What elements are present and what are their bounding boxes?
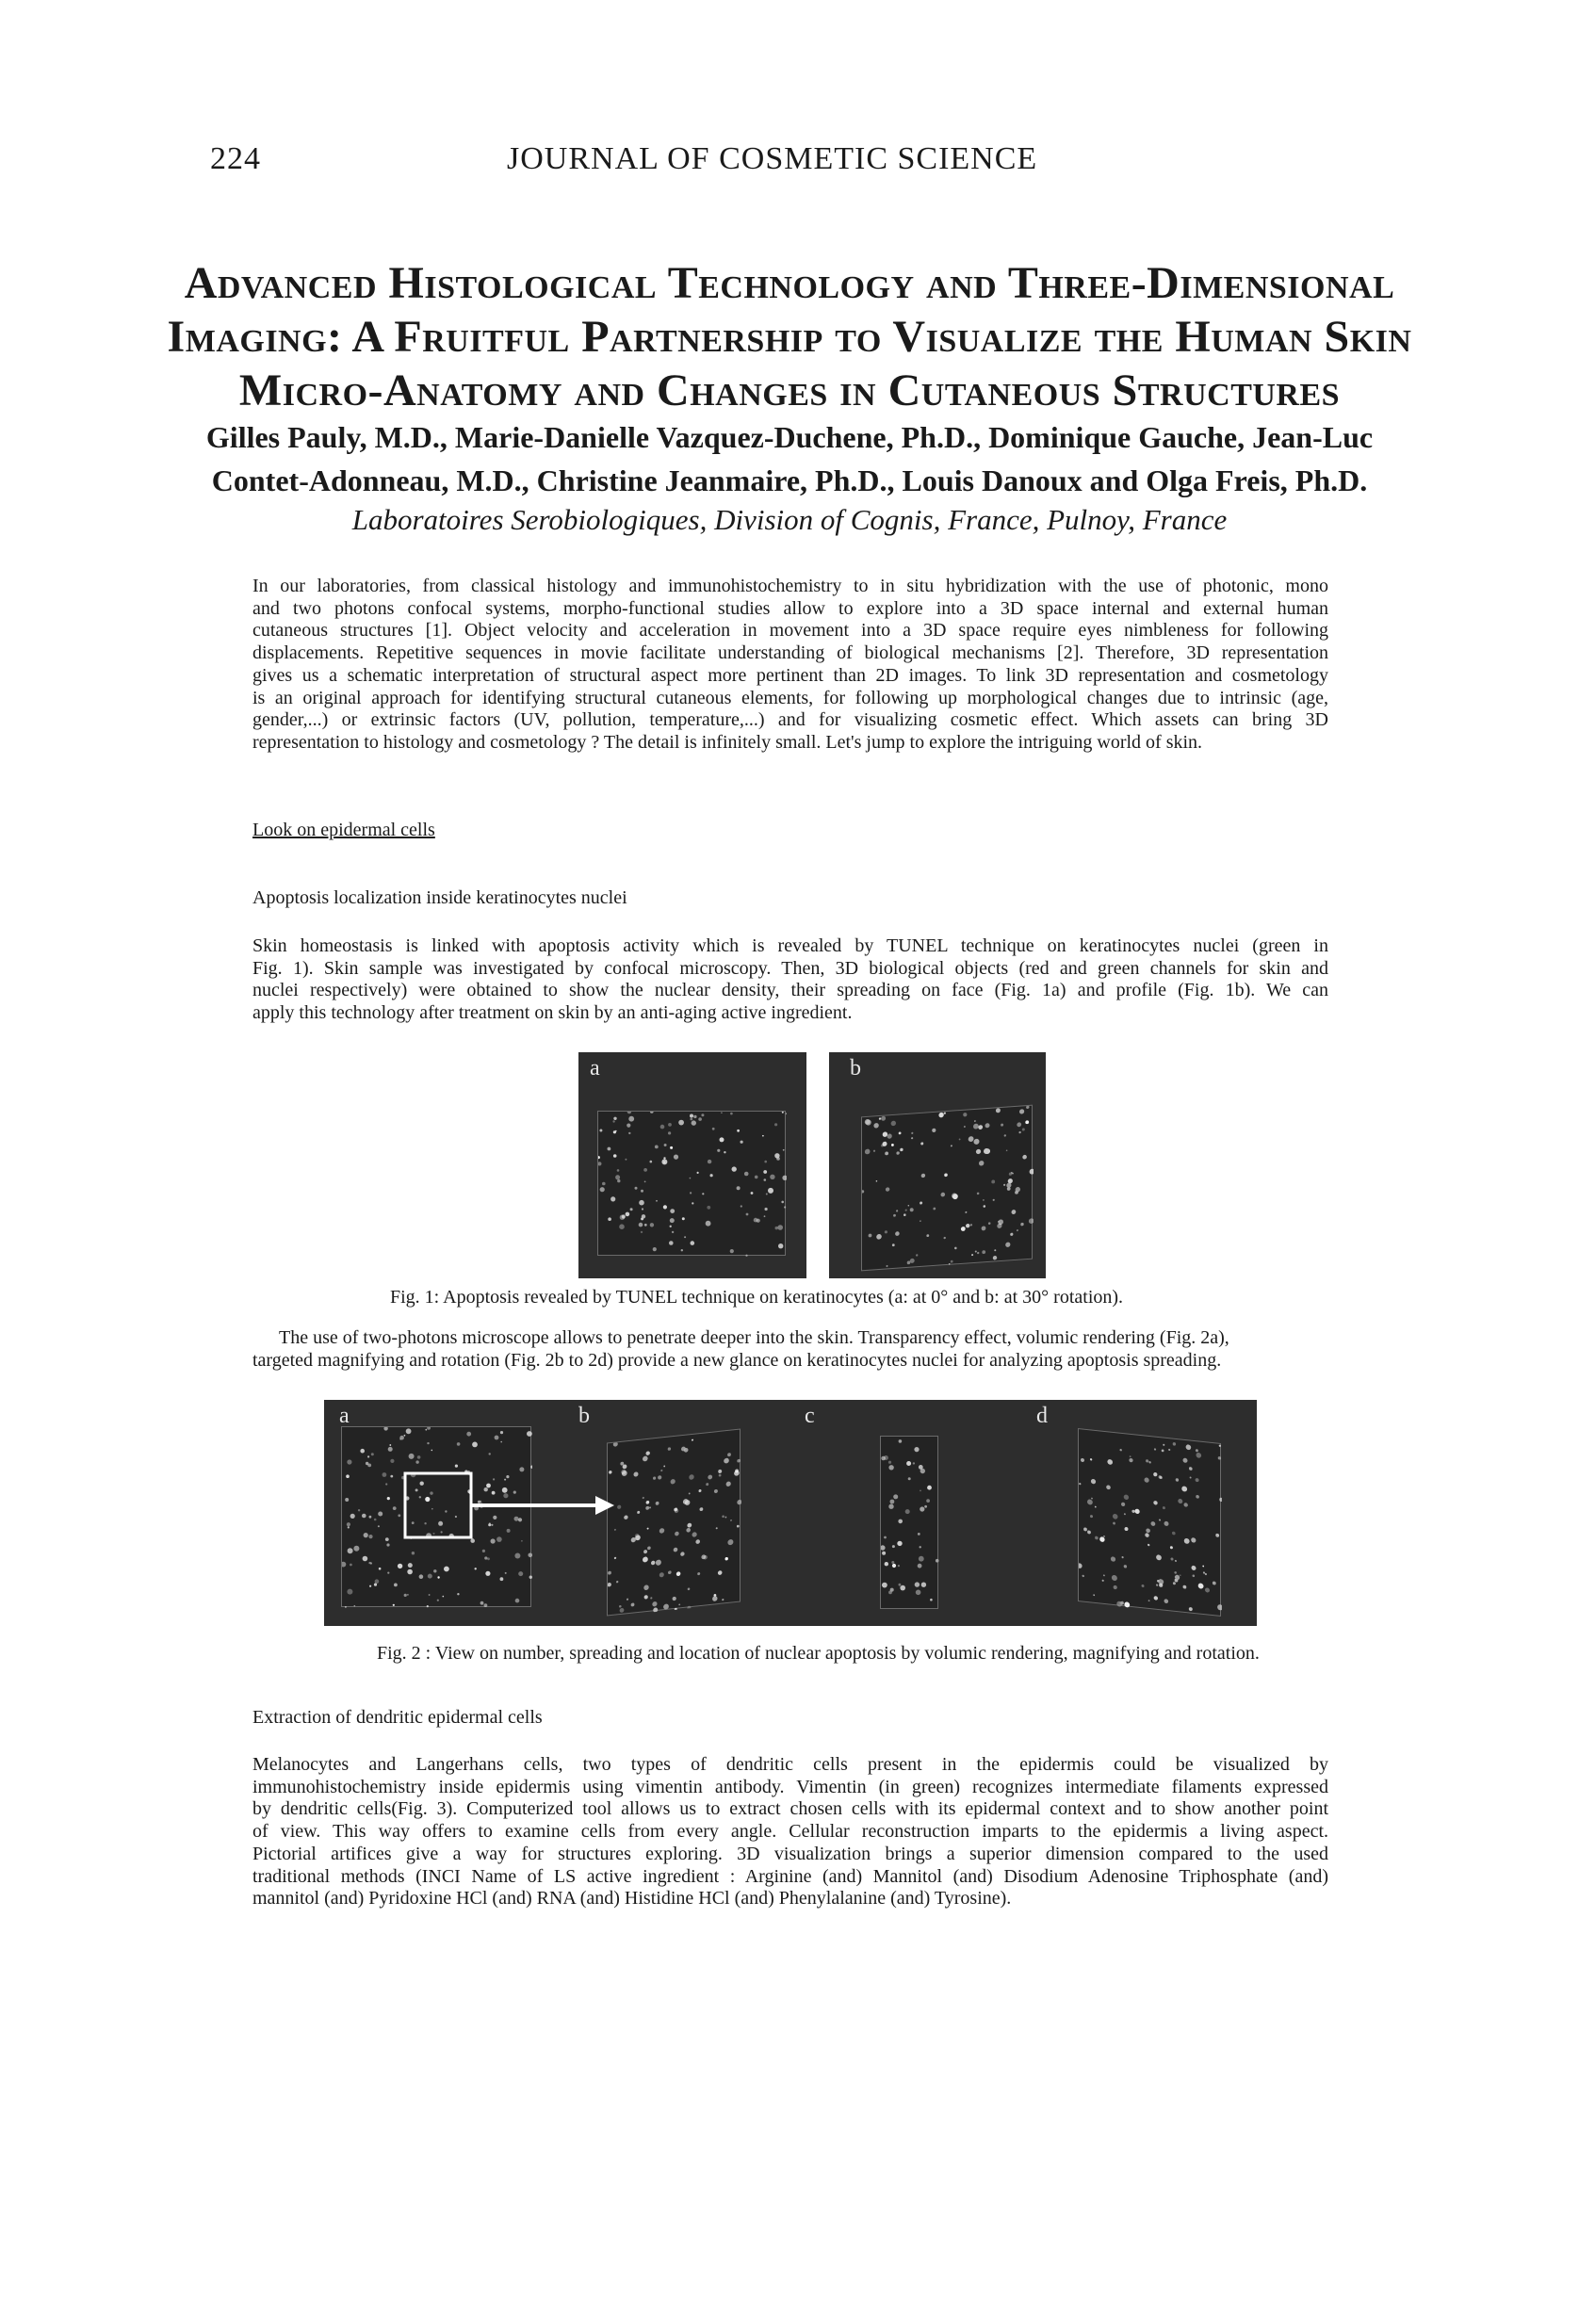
nucleus-dot: [954, 1247, 957, 1250]
nucleus-dot: [862, 1190, 864, 1193]
nucleus-dot: [754, 1218, 758, 1223]
nucleus-dot: [781, 1201, 784, 1204]
nucleus-dot: [599, 1129, 602, 1132]
nucleus-dot: [690, 1114, 693, 1118]
nucleus-dot: [598, 1156, 600, 1159]
nucleus-dot: [707, 1206, 710, 1210]
figure-1-panel-a: [578, 1052, 806, 1278]
nucleus-dot: [961, 1227, 966, 1231]
nucleus-dot: [991, 1179, 995, 1183]
section-heading: Look on epidermal cells: [252, 820, 435, 840]
nucleus-dot: [730, 1249, 734, 1253]
nucleus-dot: [642, 1214, 645, 1218]
nucleus-dot: [949, 1263, 951, 1265]
nucleus-dot: [670, 1209, 675, 1213]
nucleus-dot: [876, 1234, 882, 1240]
nucleus-dot: [891, 1121, 896, 1127]
nucleus-dot: [668, 1131, 671, 1134]
nucleus-dot: [712, 1128, 715, 1130]
paragraph-line: targeted magnifying and rotation (Fig. 2b to 2d) provide a new glance on keratinocytes nuclei for analyzing apoptosis spreading.: [252, 1349, 1222, 1371]
nucleus-dot: [600, 1187, 605, 1192]
nucleus-dot: [988, 1222, 991, 1225]
journal-name: JOURNAL OF COSMETIC SCIENCE: [507, 141, 1038, 176]
nucleus-dot: [1012, 1210, 1017, 1214]
nucleus-dot: [865, 1148, 871, 1154]
nucleus-dot: [977, 1252, 979, 1255]
nucleus-dot: [745, 1255, 747, 1257]
nucleus-dot: [613, 1154, 617, 1158]
nucleus-dot: [873, 1123, 878, 1129]
nucleus-dot: [1022, 1128, 1025, 1130]
paragraph-line: by dendritic cells(Fig. 3). Computerized tool allows us to extract chosen cells with its epidermal context and to show another point: [252, 1798, 1328, 1820]
nucleus-dot: [777, 1225, 783, 1230]
nucleus-dot: [944, 1173, 948, 1177]
nucleus-dot: [764, 1215, 766, 1217]
nucleus-dot: [1019, 1109, 1024, 1114]
nucleus-dot: [951, 1145, 952, 1146]
paragraph-line: Skin homeostasis is linked with apoptosis activity which is revealed by TUNEL technique on keratinocytes nuclei (green in: [252, 935, 1328, 956]
nucleus-dot: [639, 1200, 644, 1206]
nucleus-dot: [630, 1208, 633, 1211]
nucleus-dot: [610, 1196, 615, 1201]
nucleus-dot: [644, 1181, 646, 1183]
nucleus-dot: [615, 1175, 620, 1179]
nucleus-dot: [1016, 1187, 1020, 1193]
nucleus-dot: [1008, 1178, 1013, 1184]
nucleus-dot: [984, 1205, 986, 1208]
paragraph-line: Pictorial artifices give a way for structures exploring. 3D visualization brings a superior dimension compared to the used: [252, 1843, 1328, 1864]
nucleus-dot: [617, 1179, 620, 1182]
paragraph-dendritic: [252, 1754, 1328, 1910]
paragraph-line: mannitol (and) Pyridoxine HCl (and) RNA (and) Histidine HCl (and) Phenylalanine (and) Tyrosine).: [252, 1888, 1012, 1910]
nucleus-dot: [966, 1224, 969, 1228]
nucleus-dot: [751, 1192, 754, 1195]
nucleus-dot: [669, 1241, 674, 1245]
nucleus-dot: [974, 1120, 976, 1122]
abstract-line: gives us a schematic interpretation of structural aspect more pertinent than 2D images. To link 3D representation and cosmetology: [252, 664, 1328, 686]
nucleus-dot: [893, 1214, 896, 1217]
nucleus-dot: [1004, 1134, 1006, 1137]
nucleus-dot: [786, 1113, 787, 1114]
nucleus-dot: [974, 1139, 980, 1145]
nucleus-dot: [1022, 1155, 1027, 1160]
figure-2-annotations: [324, 1400, 1257, 1626]
nucleus-dot: [1017, 1229, 1018, 1231]
figure-2-strip: [324, 1400, 1257, 1626]
nucleus-dot: [944, 1112, 946, 1114]
nucleus-dot: [970, 1224, 972, 1227]
nucleus-dot: [628, 1132, 630, 1134]
nucleus-dot: [664, 1144, 667, 1146]
panel-label: c: [805, 1404, 815, 1428]
abstract-line: is an original approach for identifying structural cutaneous elements, for following up morphological changes due to intrinsic (age,: [252, 687, 1328, 708]
nucleus-dot: [732, 1166, 737, 1171]
nucleus-dot: [920, 1142, 923, 1145]
nucleus-dot: [976, 1149, 981, 1155]
nucleus-dot: [964, 1126, 966, 1128]
figure-1-panel-b: [829, 1052, 1046, 1278]
nucleus-dot: [896, 1151, 899, 1155]
nucleus-dot: [746, 1213, 749, 1216]
nucleus-dot: [670, 1146, 673, 1149]
nucleus-dot: [910, 1259, 915, 1263]
subheading-dendritic: Extraction of dendritic epidermal cells: [252, 1707, 543, 1728]
nucleus-dot: [900, 1148, 903, 1152]
nucleus-dot: [741, 1205, 742, 1207]
nucleus-dot: [660, 1125, 665, 1129]
nucleus-dot: [778, 1243, 783, 1248]
nucleus-dot: [783, 1149, 785, 1151]
nucleus-dot: [916, 1254, 918, 1257]
nucleus-dot: [965, 1211, 967, 1213]
article-title: [141, 256, 1438, 417]
paragraph-line: apply this technology after treatment on skin by an anti-aging active ingredient.: [252, 1002, 853, 1024]
nucleus-dot: [879, 1117, 881, 1120]
nucleus-dot: [993, 1256, 997, 1260]
nucleus-dot: [650, 1223, 654, 1227]
panel-label: b: [578, 1404, 590, 1428]
nucleus-dot: [639, 1223, 643, 1227]
nucleus-dot: [644, 1224, 647, 1227]
nucleus-dot: [920, 1201, 922, 1204]
nucleus-dot: [899, 1131, 902, 1134]
magnify-arrowhead: [595, 1496, 614, 1515]
nucleus-dot: [672, 1231, 674, 1233]
nucleus-dot: [873, 1150, 875, 1152]
nucleus-dot: [721, 1112, 723, 1113]
nucleus-dot: [615, 1130, 617, 1132]
abstract-line: cutaneous structures [1]. Object velocity and acceleration in movement into a 3D space require eyes nimbleness for following: [252, 620, 1328, 642]
nucleus-dot: [663, 1205, 667, 1209]
nucleus-dot: [982, 1226, 986, 1230]
nucleus-dot: [650, 1161, 653, 1163]
nucleus-dot: [697, 1172, 699, 1174]
nucleus-dot: [926, 1234, 929, 1237]
nucleus-dot: [701, 1113, 704, 1116]
nucleus-dot: [963, 1113, 967, 1116]
author-line: Contet-Adonneau, M.D., Christine Jeanmaire, Ph.D., Louis Danoux and Olga Freis, Ph.D.: [211, 463, 1368, 497]
nucleus-dot: [908, 1205, 910, 1207]
nucleus-dot: [911, 1132, 913, 1134]
nucleus-dot: [979, 1161, 984, 1166]
nucleus-dot: [730, 1113, 733, 1115]
nucleus-dot: [886, 1187, 889, 1192]
nucleus-dot: [951, 1260, 953, 1263]
nucleus-dot: [663, 1157, 665, 1159]
nucleus-dot: [1030, 1169, 1034, 1175]
nucleus-dot: [744, 1172, 749, 1177]
paragraph-line: nuclei respectively) were obtained to show the nuclear density, their spreading on face (Fig. 1a) and profile (Fig. 1b). We can: [252, 980, 1328, 1001]
nucleus-dot: [684, 1236, 686, 1238]
nucleus-dot: [933, 1208, 936, 1211]
title-line: Micro-Anatomy and Changes in Cutaneous Structures: [238, 366, 1341, 415]
nucleus-dot: [978, 1125, 983, 1129]
nucleus-dot: [907, 1260, 911, 1264]
nucleus-dot: [674, 1155, 678, 1160]
nucleus-dot: [641, 1231, 643, 1233]
abstract-line: and two photons confocal systems, morpho-functional studies allow to explore into a 3D space internal and external human: [252, 597, 1328, 619]
nucleus-dot: [625, 1159, 627, 1161]
nucleus-dot: [608, 1147, 611, 1151]
nucleus-dot: [944, 1237, 946, 1240]
paragraph-line: The use of two-photons microscope allows to penetrate deeper into the skin. Transparency effect, volumic rendering (Fig. 2a),: [279, 1327, 1229, 1348]
nucleus-dot: [724, 1151, 725, 1153]
nucleus-dot: [885, 1230, 887, 1233]
nucleus-dot: [762, 1135, 764, 1137]
nucleus-dot: [883, 1142, 887, 1146]
nucleus-dot: [653, 1247, 657, 1251]
nucleus-dot: [693, 1115, 696, 1118]
nucleus-dot: [1003, 1184, 1005, 1186]
paragraph-apoptosis: [252, 935, 1328, 1025]
figure-2-caption: Fig. 2 : View on number, spreading and location of nuclear apoptosis by volumic rendering, magnifying and rotation.: [377, 1643, 1260, 1664]
nucleus-dot: [996, 1108, 1001, 1113]
nuclei-texture: [598, 1112, 787, 1257]
nucleus-dot: [1026, 1106, 1029, 1110]
nucleus-dot: [885, 1151, 888, 1155]
nucleus-dot: [911, 1137, 913, 1139]
nucleus-dot: [892, 1243, 895, 1246]
nucleus-dot: [782, 1112, 784, 1113]
nucleus-dot: [717, 1149, 720, 1152]
nucleus-dot: [921, 1174, 925, 1178]
nucleus-dot: [1006, 1149, 1008, 1151]
subheading-apoptosis: Apoptosis localization inside keratinocytes nuclei: [252, 887, 627, 908]
nucleus-dot: [668, 1123, 672, 1127]
nucleus-dot: [643, 1168, 647, 1172]
nucleus-dot: [706, 1221, 711, 1227]
author-list: [188, 415, 1391, 502]
abstract-line: gender,...) or extrinsic factors (UV, pollution, temperature,...) and for visualizing cosmetic effect. Which assets can bring 3D: [252, 709, 1328, 731]
paragraph-line: Melanocytes and Langerhans cells, two types of dendritic cells present in the epidermis could be visualized by: [252, 1754, 1328, 1775]
nucleus-dot: [993, 1199, 995, 1201]
nucleus-dot: [765, 1208, 768, 1211]
abstract: [252, 576, 1328, 755]
affiliation: Laboratoires Serobiologiques, Division of Cognis, France, Pulnoy, France: [351, 503, 1228, 536]
running-header: [0, 141, 1579, 188]
panel-label: a: [590, 1056, 600, 1081]
nucleus-dot: [768, 1188, 773, 1194]
nucleus-dot: [720, 1137, 724, 1142]
nucleus-dot: [764, 1161, 767, 1163]
nucleus-dot: [959, 1138, 961, 1140]
title-line: Imaging: A Fruitful Partnership to Visualize the Human Skin: [167, 312, 1412, 362]
nucleus-dot: [698, 1117, 702, 1121]
abstract-line: representation to histology and cosmetology ? The detail is infinitely small. Let's jump to explore the intriguing world of skin.: [252, 731, 1203, 753]
nucleus-dot: [710, 1174, 713, 1177]
paragraph-line: immunohistochemistry inside epidermis using vimentin antibody. Vimentin (in green) recognizes intermediate filaments expressed: [252, 1776, 1328, 1797]
nucleus-dot: [782, 1176, 787, 1180]
nucleus-dot: [971, 1254, 973, 1256]
nuclei-texture: [862, 1106, 1034, 1273]
nucleus-dot: [985, 1123, 990, 1128]
panel-label: d: [1036, 1404, 1048, 1428]
nucleus-dot: [975, 1250, 977, 1252]
nucleus-dot: [982, 1250, 985, 1254]
nucleus-dot: [626, 1212, 630, 1217]
nucleus-dot: [681, 1249, 683, 1251]
abstract-line: In our laboratories, from classical histology and immunohistochemistry to in situ hybridization with the use of photonic, mono: [252, 576, 1328, 596]
nucleus-dot: [690, 1118, 692, 1121]
paragraph-line: of view. This way offers to examine cells from every angle. Cellular reconstruction imparts to the epidermis a living aspect.: [252, 1821, 1328, 1843]
nucleus-dot: [977, 1192, 980, 1195]
nucleus-dot: [903, 1213, 906, 1216]
paragraph-line: Fig. 1). Skin sample was investigated by confocal microscopy. Then, 3D biological objects (red and green channels for skin and: [252, 957, 1328, 979]
nucleus-dot: [1029, 1218, 1034, 1224]
nucleus-dot: [1018, 1131, 1020, 1134]
nucleus-dot: [881, 1116, 886, 1121]
nucleus-dot: [628, 1116, 634, 1122]
nucleus-dot: [883, 1131, 887, 1137]
nucleus-dot: [766, 1194, 768, 1195]
nucleus-dot: [642, 1208, 643, 1210]
nucleus-dot: [656, 1200, 658, 1202]
nucleus-dot: [887, 1133, 892, 1139]
nucleus-dot: [941, 1193, 946, 1197]
nucleus-dot: [702, 1193, 704, 1195]
panel-label: a: [339, 1404, 350, 1428]
nucleus-dot: [896, 1210, 898, 1211]
nucleus-dot: [1020, 1223, 1023, 1227]
nucleus-dot: [608, 1217, 611, 1221]
nucleus-dot: [1025, 1120, 1029, 1124]
page-number: 224: [210, 141, 261, 176]
nucleus-dot: [613, 1117, 616, 1120]
title-line: Advanced Histological Technology and Three-Dimensional: [184, 258, 1395, 308]
magnify-box: [405, 1473, 471, 1537]
nucleus-dot: [895, 1231, 900, 1236]
nucleus-dot: [763, 1170, 767, 1174]
nucleus-dot: [690, 1178, 692, 1179]
nucleus-dot: [920, 1220, 921, 1222]
nucleus-dot: [691, 1241, 695, 1245]
nucleus-dot: [741, 1141, 743, 1144]
paragraph-two-photon: [252, 1327, 1328, 1372]
nucleus-dot: [764, 1178, 767, 1181]
nucleus-dot: [622, 1214, 626, 1218]
nucleus-dot: [598, 1162, 602, 1165]
nucleus-dot: [932, 1129, 936, 1132]
nucleus-dot: [619, 1224, 625, 1229]
nucleus-dot: [775, 1227, 778, 1229]
nucleus-dot: [627, 1112, 631, 1113]
nucleus-dot: [774, 1123, 777, 1126]
nucleus-dot: [905, 1209, 907, 1211]
nucleus-dot: [692, 1120, 696, 1125]
nucleus-dot: [910, 1208, 914, 1211]
nucleus-dot: [661, 1159, 667, 1164]
nucleus-dot: [869, 1233, 872, 1237]
nucleus-dot: [641, 1190, 643, 1193]
nucleus-dot: [1001, 1123, 1003, 1126]
nucleus-dot: [938, 1113, 943, 1118]
nucleus-dot: [770, 1175, 774, 1179]
nucleus-dot: [1009, 1172, 1012, 1176]
nucleus-dot: [678, 1120, 684, 1126]
nucleus-dot: [670, 1218, 675, 1223]
nucleus-dot: [983, 1199, 985, 1201]
nucleus-dot: [969, 1136, 974, 1142]
nucleus-dot: [650, 1112, 654, 1113]
nucleus-dot: [994, 1249, 996, 1251]
nucleus-dot: [737, 1129, 740, 1132]
nucleus-dot: [784, 1206, 786, 1208]
nucleus-dot: [737, 1186, 741, 1190]
author-line: Gilles Pauly, M.D., Marie-Danielle Vazquez-Duchene, Ph.D., Dominique Gauche, Jean-Luc: [205, 420, 1374, 454]
panel-label: b: [850, 1056, 861, 1081]
nucleus-dot: [891, 1144, 894, 1146]
nucleus-dot: [1010, 1233, 1013, 1236]
nucleus-dot: [1017, 1122, 1021, 1127]
nucleus-dot: [876, 1180, 878, 1182]
nucleus-dot: [973, 1124, 979, 1129]
nucleus-dot: [755, 1176, 758, 1179]
nucleus-dot: [887, 1265, 888, 1267]
nucleus-dot: [635, 1187, 638, 1190]
nucleus-dot: [670, 1226, 672, 1227]
nucleus-dot: [690, 1192, 692, 1194]
nucleus-dot: [627, 1124, 630, 1128]
nucleus-dot: [612, 1120, 614, 1122]
figure-1-caption: Fig. 1: Apoptosis revealed by TUNEL technique on keratinocytes (a: at 0° and b: at 30° rotation).: [390, 1287, 1124, 1308]
nucleus-dot: [708, 1160, 711, 1163]
nucleus-dot: [1005, 1242, 1010, 1247]
nucleus-dot: [602, 1182, 606, 1186]
nucleus-dot: [617, 1169, 620, 1172]
nucleus-dot: [682, 1217, 685, 1220]
abstract-line: displacements. Repetitive sequences in movie facilitate understanding of biological mechanisms [2]. Therefore, 3D representation: [252, 642, 1328, 664]
nucleus-dot: [655, 1146, 659, 1149]
nucleus-dot: [1007, 1187, 1011, 1191]
paragraph-line: traditional methods (INCI Name of LS active ingredient : Arginine (and) Mannitol (and) Disodium Adenosine Triphosphate (and): [252, 1865, 1328, 1887]
nucleus-dot: [692, 1202, 693, 1204]
nucleus-dot: [774, 1153, 779, 1158]
